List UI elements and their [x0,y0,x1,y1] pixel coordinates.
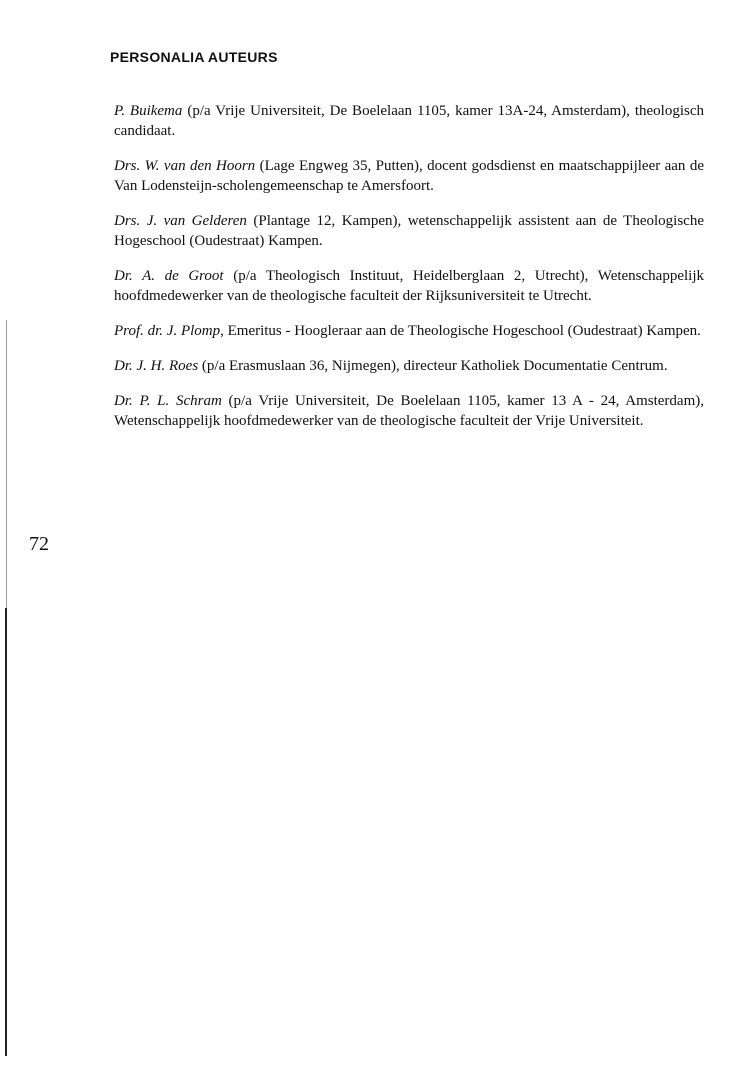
author-name: Drs. W. van den Hoorn [114,158,256,174]
binding-edge-faint [6,320,7,608]
author-details: (p/a Vrije Universiteit, De Boelelaan 1105, kamer 13 A - 24, Amsterdam), Wetenschappelijk hoofdmedewerker van de theologische faculteit der Vrije Universiteit. [114,393,704,429]
author-details: (Plantage 12, Kampen), wetenschappelijk assistent aan de Theologische Hogeschool (Oudestraat) Kampen. [114,213,704,249]
author-name: Prof. dr. J. Plomp [114,323,221,339]
author-entry [114,321,704,341]
page-number: 72 [29,533,49,555]
author-details: , Emeritus - Hoogleraar aan de Theologische Hogeschool (Oudestraat) Kampen. [220,323,701,339]
section-heading: PERSONALIA AUTEURS [110,49,278,65]
author-entry [114,266,704,306]
author-list [114,101,704,446]
author-name: Dr. J. H. Roes [114,358,199,374]
author-entry [114,156,704,196]
author-name: Dr. A. de Groot [114,268,224,284]
author-entry [114,391,704,431]
author-details: (p/a Vrije Universiteit, De Boelelaan 1105, kamer 13A-24, Amsterdam), theologisch candidaat. [114,103,704,139]
author-details: (p/a Erasmuslaan 36, Nijmegen), directeur Katholiek Documentatie Centrum. [198,358,668,374]
author-name: Drs. J. van Gelderen [114,213,247,229]
author-entry [114,211,704,251]
author-entry [114,356,704,376]
author-name: Dr. P. L. Schram [114,393,222,409]
author-entry [114,101,704,141]
binding-edge [5,608,7,1056]
author-details: (p/a Theologisch Instituut, Heidelberglaan 2, Utrecht), Wetenschappelijk hoofdmedewerker van de theologische faculteit der Rijksuniversiteit te Utrecht. [114,268,704,304]
author-details: (Lage Engweg 35, Putten), docent godsdienst en maatschappijleer aan de Van Lodensteijn-scholengemeenschap te Amersfoort. [114,158,704,194]
author-name: P. Buikema [114,103,183,119]
